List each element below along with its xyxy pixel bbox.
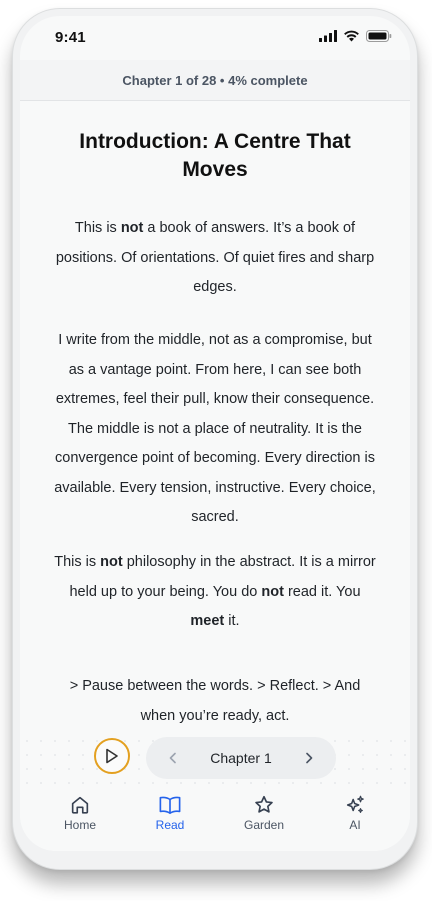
reading-progress-text: Chapter 1 of 28 • 4% complete	[122, 72, 308, 88]
chevron-right-icon[interactable]	[304, 752, 314, 764]
playback-controls	[20, 734, 410, 784]
chapter-navigator	[146, 737, 336, 779]
signal-icon	[319, 30, 337, 42]
tab-read-label: Read	[155, 818, 185, 832]
tab-garden[interactable]	[229, 794, 299, 832]
status-time: 9:41	[55, 29, 86, 46]
tab-read[interactable]	[135, 794, 205, 832]
paragraph-1: This is not a book of answers. It’s a book of positions. Of orientations. Of quiet fires and sharp edges.	[55, 220, 375, 295]
status-icons	[319, 30, 392, 42]
play-button[interactable]	[94, 738, 130, 774]
paragraph-2: I write from the middle, not as a compromise, but as a vantage point. From here, I can see both extremes, feel their pull, know their consequence. The middle is not a place of neutrality. It is the convergence point of becoming. Every direction is available. Every tension, instructive. Every choice, sacred.	[54, 332, 376, 525]
home-icon	[69, 794, 91, 816]
tab-home[interactable]	[45, 794, 115, 832]
chapter-content	[20, 100, 410, 730]
tab-ai[interactable]	[320, 794, 390, 832]
chapter-title: Introduction: A Centre That Moves	[79, 130, 351, 181]
battery-icon	[366, 30, 392, 42]
tab-garden-label: Garden	[243, 818, 285, 832]
tab-home-label: Home	[63, 818, 96, 832]
chevron-left-icon[interactable]	[168, 752, 178, 764]
status-bar	[20, 16, 410, 60]
paragraph-4: > Pause between the words. > Reflect. > And when you’re ready, act.	[69, 678, 361, 724]
bottom-tab-bar	[20, 786, 410, 851]
star-icon	[253, 794, 275, 816]
tab-ai-label: AI	[349, 818, 361, 832]
wifi-icon	[343, 30, 360, 42]
chapter-selector-label[interactable]: Chapter 1	[210, 750, 272, 766]
sparkles-icon	[344, 794, 366, 816]
reader-screen	[20, 16, 410, 851]
paragraph-3: This is not philosophy in the abstract. It is a mirror held up to your being. You do not read it. You meet it.	[54, 554, 376, 629]
play-icon	[105, 748, 119, 764]
reading-progress-bar	[20, 60, 410, 101]
book-icon	[158, 794, 182, 816]
